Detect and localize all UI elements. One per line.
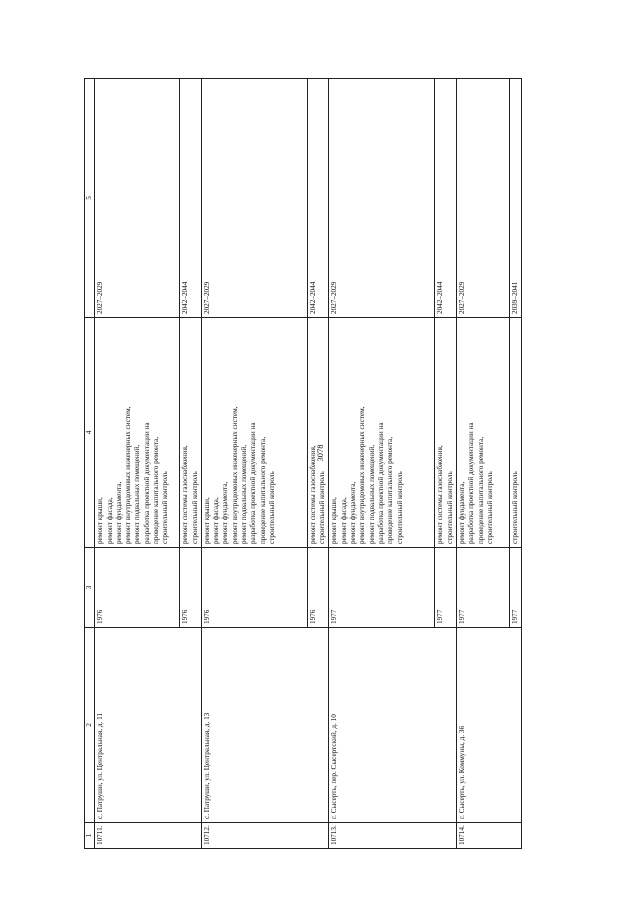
column-header-4: 4 bbox=[85, 318, 95, 548]
work-item: разработка проектной документации на bbox=[376, 422, 385, 544]
row-address: с. Патруши, ул. Центральная, д. 11 bbox=[95, 628, 202, 823]
column-number-row bbox=[85, 79, 95, 849]
work-item: проведение капитального ремонта, bbox=[476, 436, 485, 544]
work-item: строительный контроль bbox=[190, 471, 199, 544]
work-item: ремонт системы газоснабжения, bbox=[436, 445, 445, 544]
work-item: строительный контроль bbox=[161, 471, 170, 544]
row-address: с. Патруши, ул. Центральная, д. 13 bbox=[201, 628, 329, 823]
work-item: ремонт крыши, bbox=[330, 497, 339, 544]
row-number: 10711. bbox=[95, 823, 202, 849]
rotated-table-container bbox=[84, 79, 532, 849]
table-row bbox=[95, 79, 180, 849]
row-year: 1976 bbox=[307, 548, 329, 628]
column-header-3: 3 bbox=[85, 548, 95, 628]
row-period: 2027–2029 bbox=[201, 79, 307, 318]
work-item: строительный контроль bbox=[267, 471, 276, 544]
row-works bbox=[457, 318, 510, 548]
row-address: г. Сысерть, пер. Сысертский, д. 10 bbox=[329, 628, 457, 823]
work-item: строительный контроль bbox=[485, 471, 494, 544]
row-period: 2039–2041 bbox=[510, 79, 522, 318]
row-year: 1976 bbox=[180, 548, 202, 628]
work-item: строительный контроль bbox=[445, 471, 454, 544]
work-item: ремонт подвальных помещений, bbox=[367, 444, 376, 544]
work-item: ремонт фасада, bbox=[339, 497, 348, 544]
table-row bbox=[201, 79, 307, 849]
work-item: ремонт подвальных помещений, bbox=[240, 444, 249, 544]
row-year: 1977 bbox=[329, 548, 435, 628]
work-item: строительный контроль bbox=[318, 471, 327, 544]
row-period: 2042–2044 bbox=[307, 79, 329, 318]
table-row bbox=[457, 79, 510, 849]
work-item: ремонт фундамента, bbox=[221, 481, 230, 544]
work-item: строительный контроль bbox=[395, 471, 404, 544]
row-works bbox=[510, 318, 522, 548]
work-item: ремонт крыши, bbox=[202, 497, 211, 544]
row-period: 2027–2029 bbox=[457, 79, 510, 318]
row-works bbox=[307, 318, 329, 548]
work-item: проведение капитального ремонта, bbox=[258, 436, 267, 544]
work-item: строительный контроль bbox=[511, 471, 520, 544]
row-works bbox=[95, 318, 180, 548]
column-header-2: 2 bbox=[85, 628, 95, 823]
table-row bbox=[329, 79, 435, 849]
row-year: 1976 bbox=[95, 548, 180, 628]
work-item: ремонт фасада, bbox=[105, 497, 114, 544]
row-period: 2042–2044 bbox=[180, 79, 202, 318]
row-year: 1977 bbox=[457, 548, 510, 628]
row-number: 10712. bbox=[201, 823, 329, 849]
page-number: 3078 bbox=[315, 444, 325, 462]
work-item: ремонт системы газоснабжения, bbox=[181, 445, 190, 544]
row-works bbox=[435, 318, 457, 548]
work-item: разработка проектной документации на bbox=[249, 422, 258, 544]
column-header-5: 5 bbox=[85, 79, 95, 318]
column-header-1: 1 bbox=[85, 823, 95, 849]
row-year: 1977 bbox=[510, 548, 522, 628]
work-item: ремонт фундамента, bbox=[349, 481, 358, 544]
row-number: 10714. bbox=[457, 823, 522, 849]
row-period: 2042–2044 bbox=[435, 79, 457, 318]
capital-repair-table bbox=[84, 78, 522, 849]
work-item: ремонт фундамента, bbox=[458, 481, 467, 544]
work-item: разработка проектной документации на bbox=[467, 422, 476, 544]
row-year: 1976 bbox=[201, 548, 307, 628]
work-item: ремонт системы газоснабжения, bbox=[308, 445, 317, 544]
work-item: ремонт фасада, bbox=[212, 497, 221, 544]
row-number: 10713. bbox=[329, 823, 457, 849]
work-item: ремонт внутридомовых инженерных систем, bbox=[124, 406, 133, 544]
row-works bbox=[201, 318, 307, 548]
work-item: проведение капитального ремонта, bbox=[152, 436, 161, 544]
row-period: 2027–2029 bbox=[95, 79, 180, 318]
work-item: ремонт внутридомовых инженерных систем, bbox=[230, 406, 239, 544]
work-item: ремонт фундамента, bbox=[114, 481, 123, 544]
work-item: проведение капитального ремонта, bbox=[386, 436, 395, 544]
row-year: 1977 bbox=[435, 548, 457, 628]
row-works bbox=[180, 318, 202, 548]
row-address: г. Сысерть, ул. Коммуны, д. 36 bbox=[457, 628, 522, 823]
row-works bbox=[329, 318, 435, 548]
row-period: 2027–2029 bbox=[329, 79, 435, 318]
work-item: ремонт внутридомовых инженерных систем, bbox=[358, 406, 367, 544]
work-item: ремонт подвальных помещений, bbox=[133, 444, 142, 544]
work-item: ремонт крыши, bbox=[96, 497, 105, 544]
work-item: разработка проектной документации на bbox=[142, 422, 151, 544]
